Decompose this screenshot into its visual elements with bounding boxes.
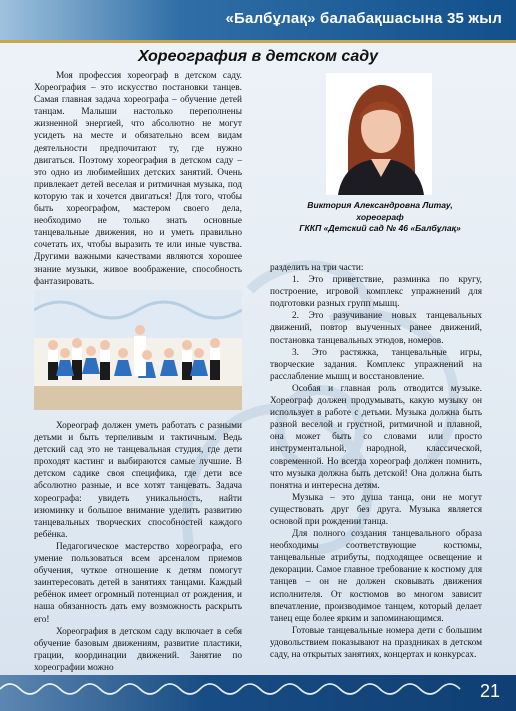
portrait-caption [280, 200, 480, 235]
author-portrait-photo [326, 73, 432, 195]
paragraph: Педагогическое мастерство хореографа, его умение пользоваться всем арсеналом приемов обучения, чуткое отношение к детям помогут заинтересовать детей в занятиях танцами. Каждый ребёнок имеет огромный потенциал от рождения, и наша обязанность дать ему возможность раскрыть его! [34, 541, 242, 625]
caption-role: хореограф [356, 211, 404, 222]
page-number: 21 [479, 681, 500, 701]
paragraph: разделить на три части: [270, 263, 364, 273]
paragraph: Хореография в детском саду включает в себя обучение базовым движениям, развитие пластики, грации, координации движений. Занятие по хореографии можно [34, 626, 242, 673]
paragraph: Особая и главная роль отводится музыке. Хореограф должен продумывать, какую музыку он использует в работе с детьми. Музыка должна быть разной веселой и грустной, ритмичной и плавной, она может быть со словами или просто инструментальной, народной, классической, современной. Но всегда хореограф должен помнить, что музыка должна быть детской! Она должна быть понятна и интересна детям. [270, 383, 482, 491]
paragraph: Для полного создания танцевального образа необходимы соответствующие костюмы, танцевальные атрибуты, подходящее освещение и декорации. Самое главное требование к костюму для танцев – он не должен сковывать движения исполнителя. От костюмов во многом зависит впечатление, производимое танцем, который делает танец еще более ярким и запоминающимся. [270, 529, 482, 624]
article-column-left-bottom [34, 420, 242, 674]
paragraph: Готовые танцевальные номера дети с большим удовольствием показывают на праздниках в детском саду, на открытых занятиях, концертах и конкурсах. [270, 625, 482, 660]
paragraph: 3. Это растяжка, танцевальные игры, творческие задания. Комплекс упражнений на расслабление мышц и восстановление. [270, 347, 482, 382]
header-stripe [0, 40, 516, 43]
paragraph: Моя профессия хореограф в детском саду. Хореография – это искусство постановки танцев. Самая главная задача хореографа – обучение детей танцам. Малыши настолько переполнены жизненной энергией, что абсолютно не могут усидеть на месте и обязательно всем видам деятельности предпочитают ту, где нужно двигаться. Поэтому хореография в детском саду – это одно из любимейших детских занятий. Очень привлекает детей веселая и ритмичная музыка, под которую так и хочется двигаться! Для того, чтобы быть хореографом, мастером своего дела, необходимо не только знать основные танцевальные движения, но и уметь правильно сочетать их, чтобы выразить те или иные чувства. Другими важными качествами являются хорошее знание музыки, живое воображение, способность фантазировать. [34, 71, 242, 287]
footer-ornament-icon [0, 677, 516, 695]
article-column-left-top [34, 70, 242, 288]
paragraph: 2. Это разучивание новых танцевальных движений, повтор выученных ранее движений, постановка танцевальных этюдов, номеров. [270, 311, 482, 346]
article-column-right [270, 262, 482, 661]
header-title: «Балбұлақ» балабақшасына 35 жыл [225, 10, 502, 27]
paragraph: Музыка – это душа танца, они не могут существовать друг без друга. Музыка является основой при рождении танца. [270, 492, 482, 527]
article-title: Хореография в детском саду [137, 48, 379, 65]
caption-organization: ГККП «Детский сад № 46 «Балбұлақ» [299, 223, 461, 233]
paragraph: 1. Это приветствие, разминка по кругу, построение, игровой комплекс упражнений для подготовки разных групп мышц. [270, 275, 482, 310]
paragraph: Хореограф должен уметь работать с разными детьми и быть терпеливым и тактичным. Ведь детский сад это не танцевальная студия, где дети проходят кастинг и выбираются самые лучшие. В детском садике своя специфика, где дети все абсолютно разные, и все хотят танцевать. Задача хореографа: увидеть уникальность, найти изюминку и большое внимание уделить развитию танцевальных творческих способностей каждого ребёнка. [34, 421, 242, 540]
caption-name: Виктория Александровна Литау, [307, 200, 453, 210]
children-dance-photo [34, 290, 242, 410]
header-band [0, 0, 516, 40]
